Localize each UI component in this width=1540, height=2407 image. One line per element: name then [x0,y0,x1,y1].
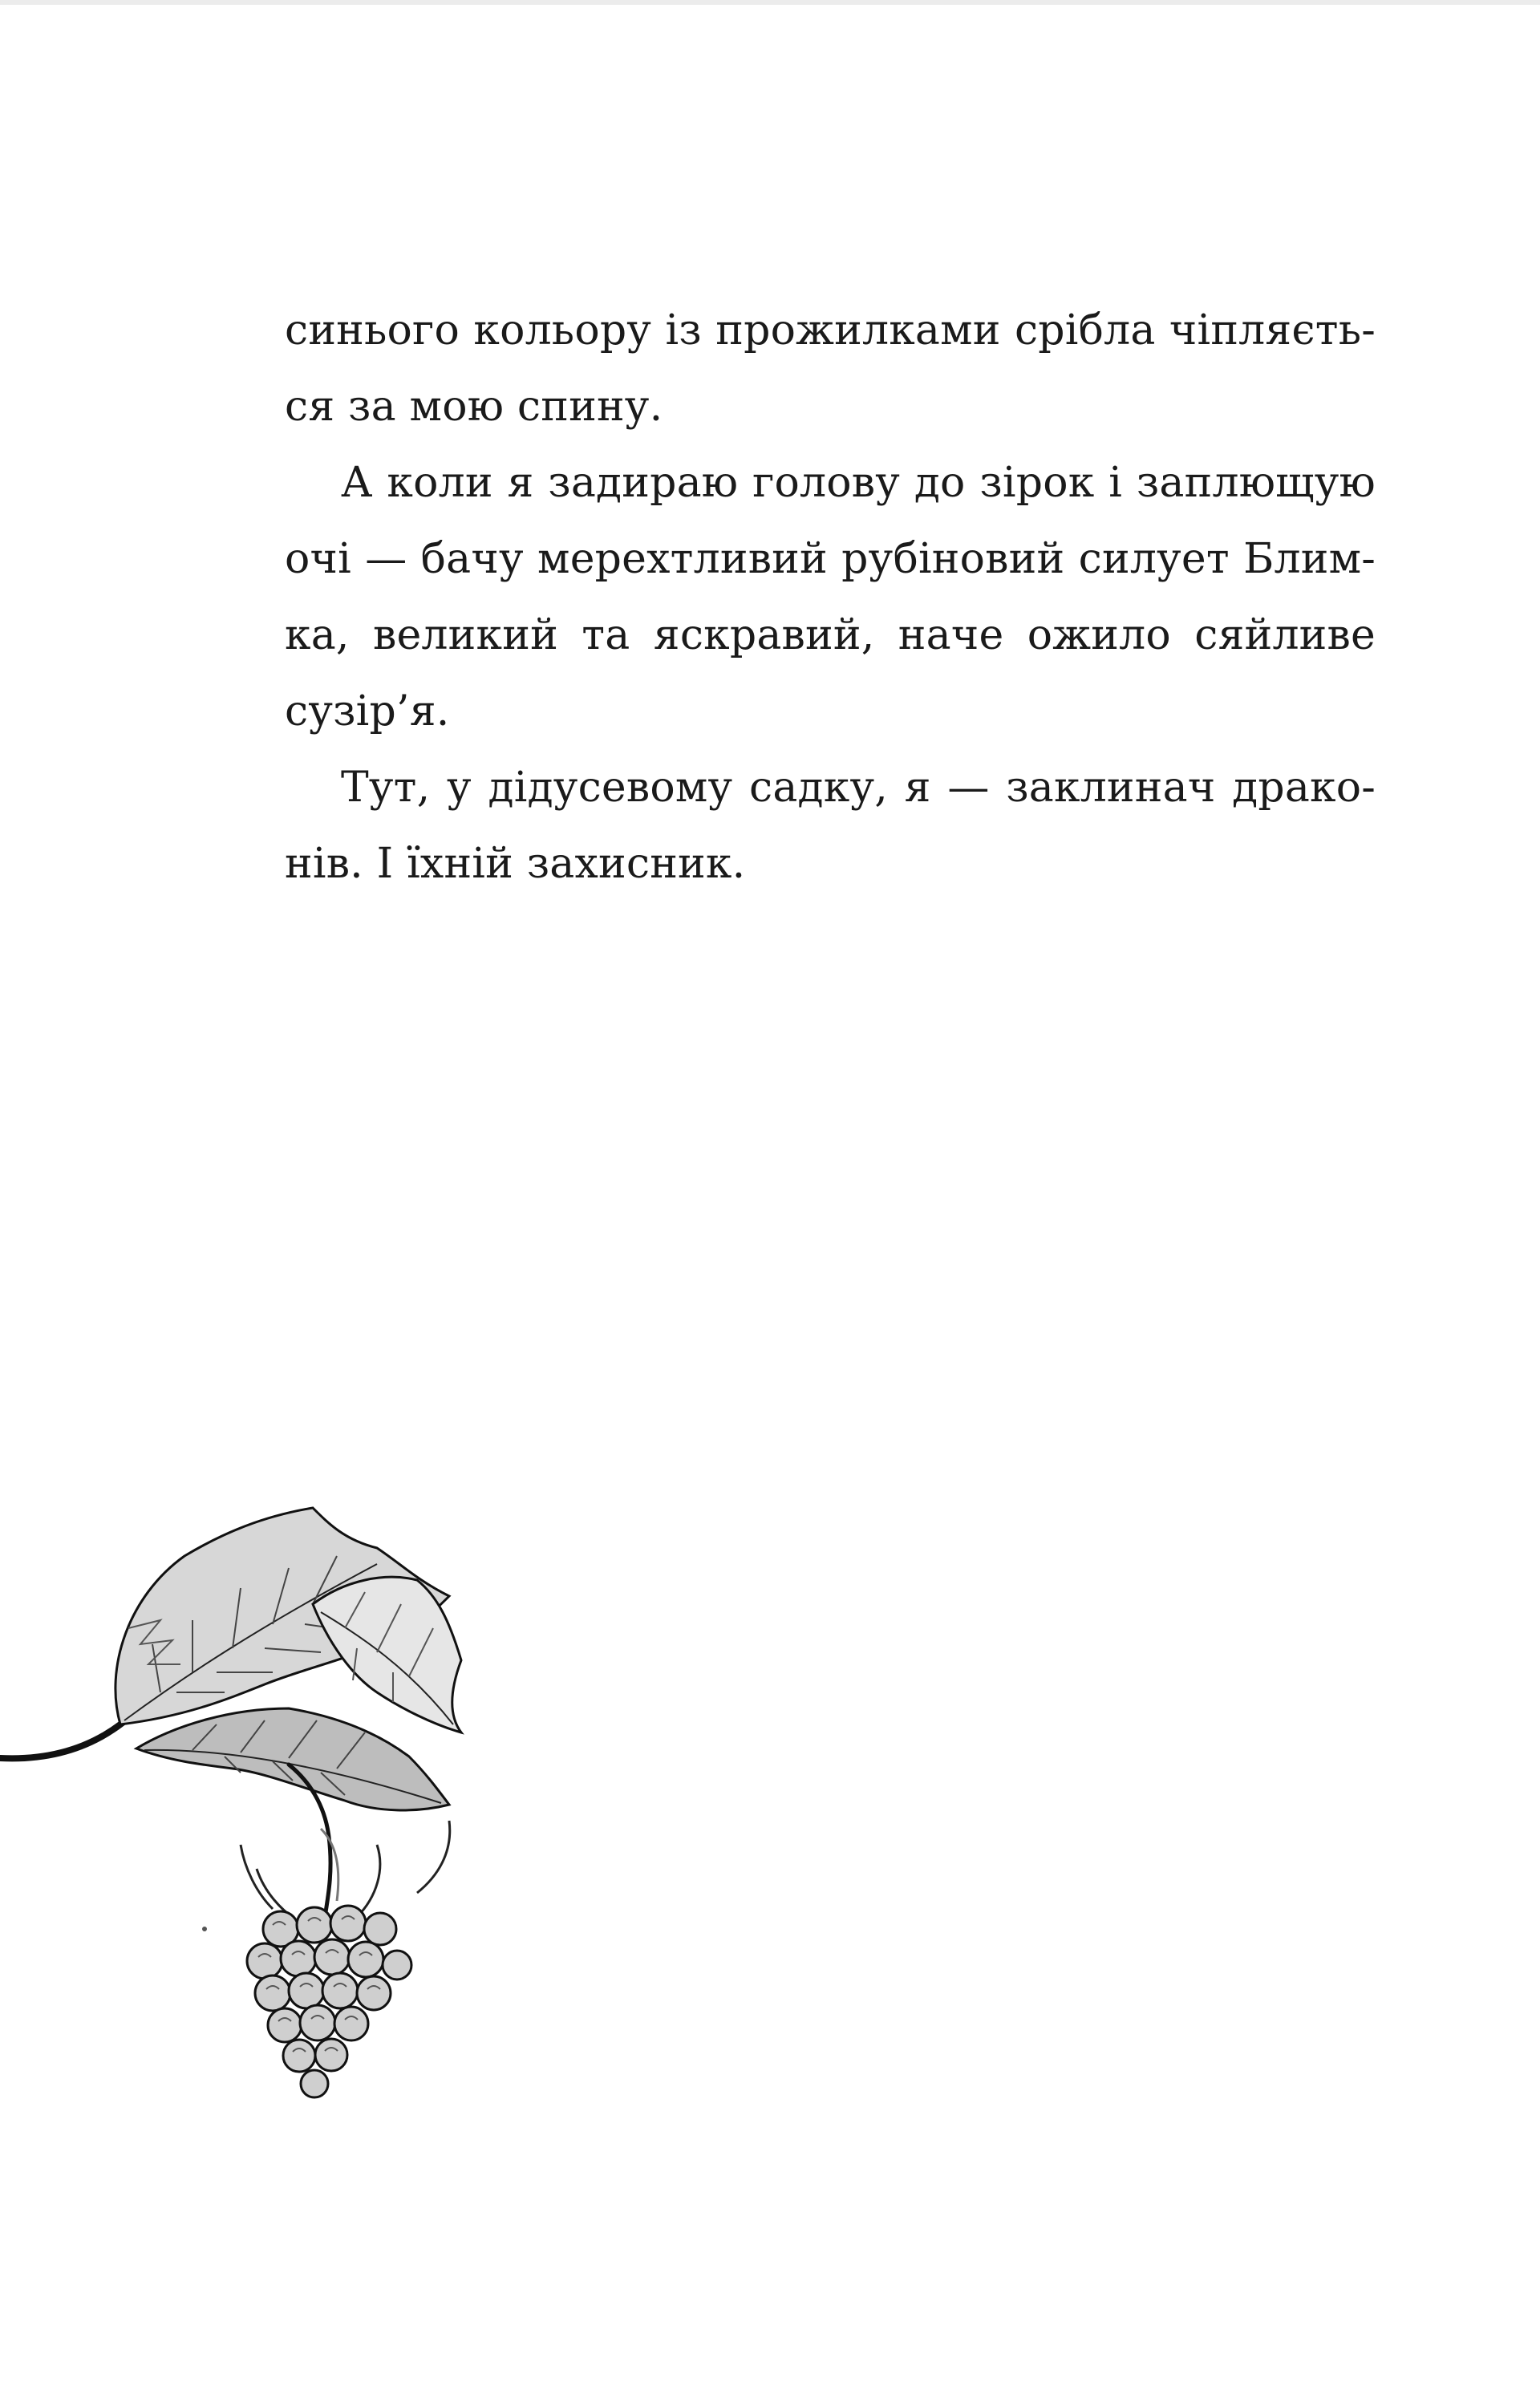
text-line: А коли я задираю голову до зірок і заплющую [341,459,1376,507]
ink-dot [202,1927,207,1931]
leaf-middle [136,1708,449,1810]
paragraph-1 [285,293,1376,445]
raspberry-fruit [247,1906,411,2097]
text-line: очі — бачу мерехтливий рубіновий силует Блим- [285,535,1376,583]
paragraph-3 [285,750,1376,902]
text-line: нів. І їхній захисник. [285,840,746,888]
text-line: ка, великий та яскравий, наче ожило сяйливе [285,611,1376,659]
paragraph-2 [285,445,1376,750]
top-edge [0,0,1540,5]
raspberry-branch-illustration [0,1492,497,2117]
body-text [285,293,1376,902]
text-line: ся за мою спину. [285,383,663,431]
text-line: синього кольору із прожилками срібла чіпляєть- [285,306,1376,355]
text-line: Тут, у дідусевому садку, я — заклинач драко- [341,764,1376,812]
text-line: сузір’я. [285,687,450,735]
